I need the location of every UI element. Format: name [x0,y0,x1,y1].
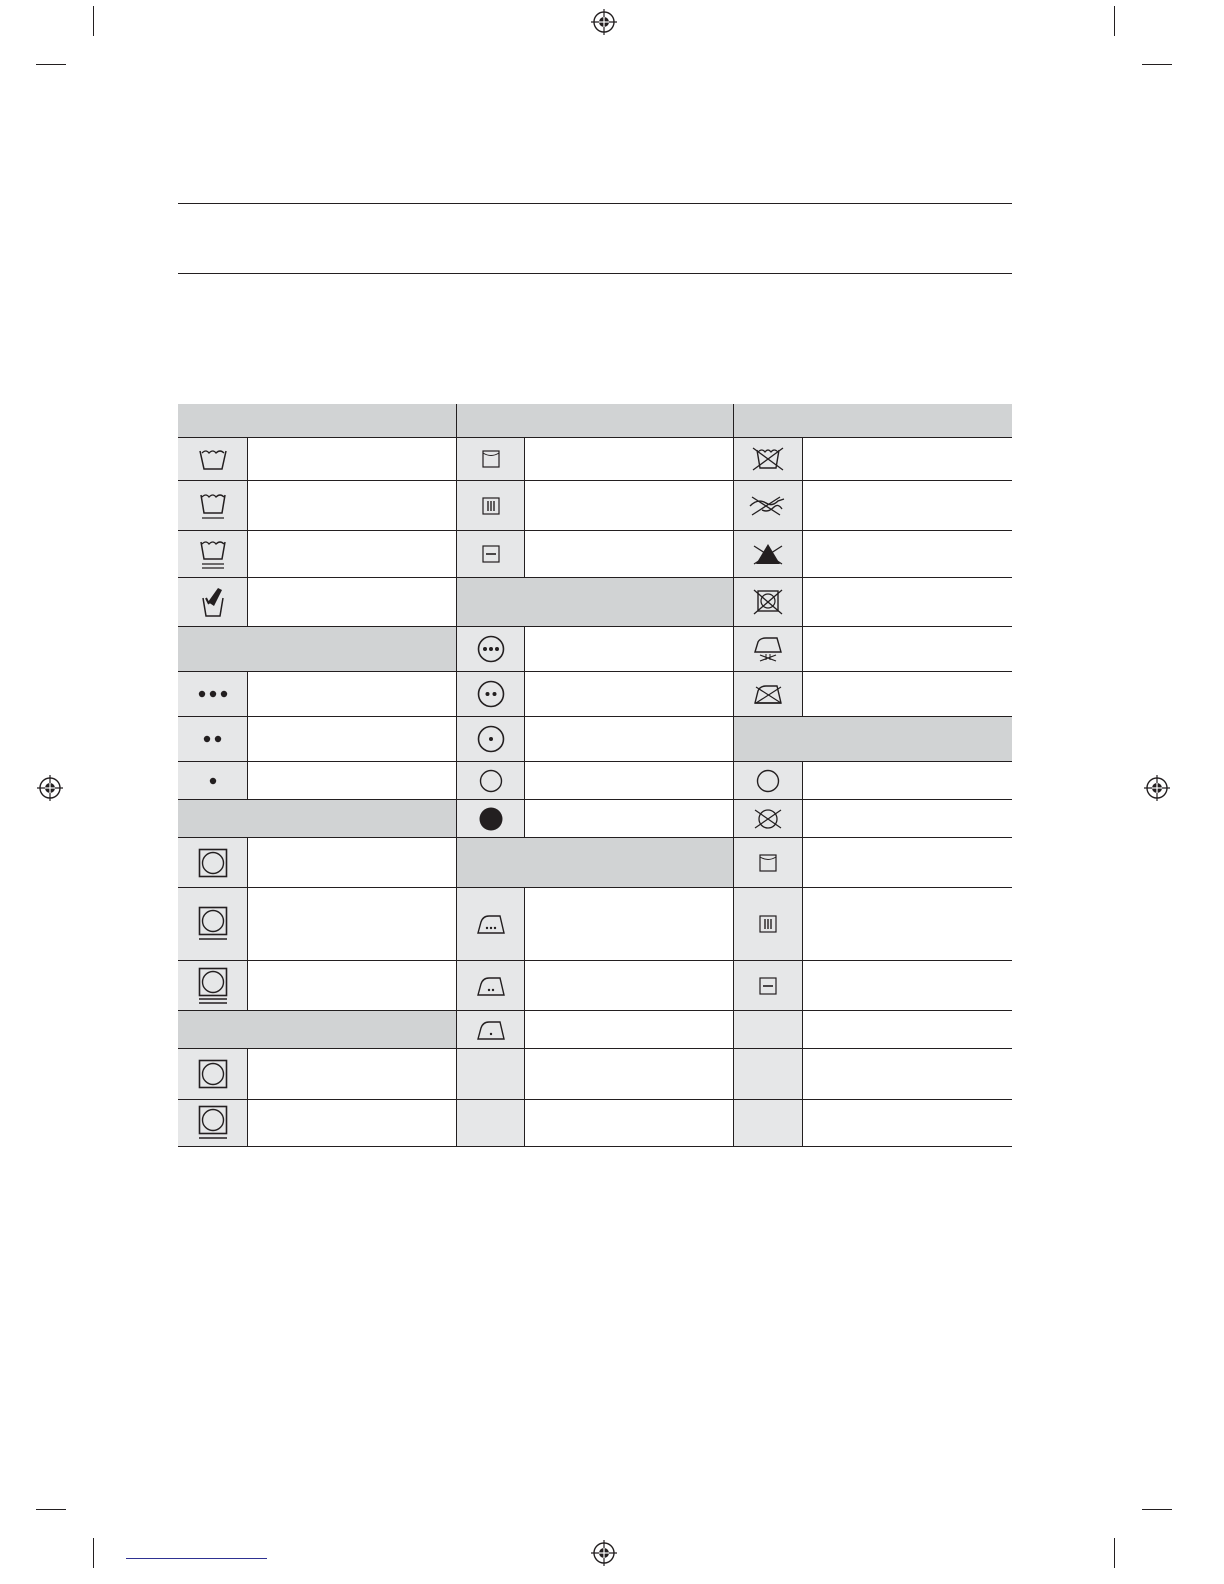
table-column-rule [456,404,457,1147]
table-rule [178,837,456,838]
table-rule [178,799,456,800]
subheader-cell [457,838,733,887]
table-rule [734,577,1012,578]
table-rule [734,887,1012,888]
symbol-cell [178,438,247,480]
table-rule [457,1099,733,1100]
symbol-cell [178,578,247,626]
table-rule [457,626,733,627]
symbol-cell [734,1049,802,1099]
table-rule [734,716,1012,717]
symbol-cell [457,438,524,480]
symbol-cell [178,717,247,761]
symbol-cell [457,1011,524,1048]
table-rule [457,1048,733,1049]
circle-open-icon [755,768,781,794]
dry-flat-icon [759,977,777,995]
symbol-cell [734,800,802,837]
table-rule [178,1048,456,1049]
line-dry-square-icon [759,854,777,872]
table-rule [457,530,733,531]
table-bottom-rule [178,1146,1012,1147]
section-bottom-rule [178,273,1012,274]
symbol-cell [178,888,247,960]
table-header-cell [734,404,1012,438]
circle-open-icon [478,768,504,794]
table-column-rule [524,438,525,578]
subheader-cell [457,578,733,626]
section-top-rule [178,203,1012,204]
symbol-cell [457,672,524,716]
table-rule [457,837,733,838]
symbol-cell [734,531,802,577]
table-rule [178,671,456,672]
do-not-wring-icon [748,495,788,517]
table-column-rule [802,762,803,1147]
three-dots-icon [197,689,229,699]
table-rule [734,799,1012,800]
table-rule [178,530,456,531]
tumble-dry-two-bars-icon [198,967,228,1005]
table-header-cell [457,404,733,438]
symbol-cell [734,438,802,480]
symbol-cell [457,627,524,671]
two-dots-icon [202,734,224,744]
symbol-cell [734,1011,802,1048]
table-column-rule [247,838,248,1011]
table-column-rule [247,672,248,800]
table-rule [178,577,456,578]
symbol-cell [178,672,247,716]
table-rule [457,716,733,717]
table-rule [734,626,1012,627]
symbol-cell [457,961,524,1010]
do-not-iron-icon [752,681,784,707]
symbol-cell [734,961,802,1010]
symbol-cell [457,717,524,761]
table-rule [457,960,733,961]
table-rule [734,960,1012,961]
symbol-cell [734,578,802,626]
iron-two-dots-icon [476,975,506,997]
table-rule [734,837,1012,838]
table-rule [734,1099,1012,1100]
table-rule [178,626,456,627]
crop-mark [1142,64,1172,65]
iron-one-dot-icon [476,1019,506,1041]
crop-mark [1114,6,1115,36]
dry-flat-icon [482,545,500,563]
circle-one-dot-icon [476,724,506,754]
do-not-wash-icon [752,446,784,472]
do-not-bleach-icon [752,542,784,566]
registration-mark-icon [591,1540,617,1566]
section-title [178,220,1012,256]
tumble-dry-icon [198,848,228,878]
footer-link[interactable] [126,1548,267,1559]
table-column-rule [247,438,248,627]
symbol-cell [734,627,802,671]
symbol-cell [178,481,247,530]
table-rule [457,887,733,888]
do-not-iron-steam-icon [752,636,784,662]
one-dot-icon [208,776,218,786]
care-symbols-table [178,404,1012,1147]
hand-wash-icon [198,584,228,620]
table-rule [734,1048,1012,1049]
tumble-dry-icon [198,1059,228,1089]
crop-mark [36,1509,66,1510]
do-not-tumble-dry-icon [752,588,784,616]
symbol-cell [734,481,802,530]
table-header-cell [178,404,456,438]
registration-mark-icon [37,775,63,801]
symbol-cell [457,531,524,577]
symbol-cell [734,762,802,799]
table-rule [457,480,733,481]
table-rule [178,960,456,961]
subheader-cell [178,800,456,837]
symbol-cell [178,961,247,1010]
table-rule [178,1099,456,1100]
symbol-cell [457,762,524,799]
symbol-cell [457,1100,524,1146]
table-rule [457,671,733,672]
crop-mark [93,1538,94,1568]
registration-mark-icon [591,9,617,35]
crop-mark [1142,1509,1172,1510]
table-rule [178,887,456,888]
table-rule [734,1010,1012,1011]
table-rule [457,761,733,762]
table-rule [178,480,456,481]
crop-mark [1114,1538,1115,1568]
line-dry-square-icon [482,450,500,468]
symbol-cell [178,762,247,799]
symbol-cell [457,888,524,960]
circle-two-dots-icon [476,679,506,709]
table-column-rule [247,1049,248,1147]
symbol-cell [734,838,802,887]
tumble-dry-one-bar-icon [198,906,228,942]
symbol-cell [457,481,524,530]
symbol-cell [178,531,247,577]
symbol-cell [457,1049,524,1099]
wash-tub-one-bar-icon [198,489,228,523]
table-rule [734,530,1012,531]
table-rule [734,480,1012,481]
symbol-cell [178,1100,247,1146]
symbol-cell [178,1049,247,1099]
table-rule [457,799,733,800]
circle-three-dots-icon [476,634,506,664]
symbol-cell [457,800,524,837]
table-column-rule [524,888,525,1147]
table-rule [178,761,456,762]
subheader-cell [734,717,1012,761]
symbol-cell [734,888,802,960]
wash-tub-icon [198,445,228,473]
table-column-rule [524,627,525,838]
circle-filled-icon [478,806,504,832]
symbol-cell [734,672,802,716]
crop-mark [36,64,66,65]
wash-tub-two-bars-icon [198,537,228,571]
drip-dry-icon [759,915,777,933]
drip-dry-icon [482,497,500,515]
table-rule [178,1010,456,1011]
subheader-cell [178,627,456,671]
table-rule [734,761,1012,762]
table-column-rule [802,438,803,717]
do-not-dry-clean-icon [753,807,783,831]
table-rule [457,577,733,578]
table-column-rule [733,404,734,1147]
registration-mark-icon [1144,775,1170,801]
crop-mark [93,6,94,36]
table-rule [178,716,456,717]
symbol-cell [734,1100,802,1146]
subheader-cell [178,1011,456,1048]
symbol-cell [178,838,247,887]
tumble-dry-one-bar-icon [198,1105,228,1141]
table-rule [457,1010,733,1011]
table-rule [734,671,1012,672]
iron-three-dots-icon [476,913,506,935]
